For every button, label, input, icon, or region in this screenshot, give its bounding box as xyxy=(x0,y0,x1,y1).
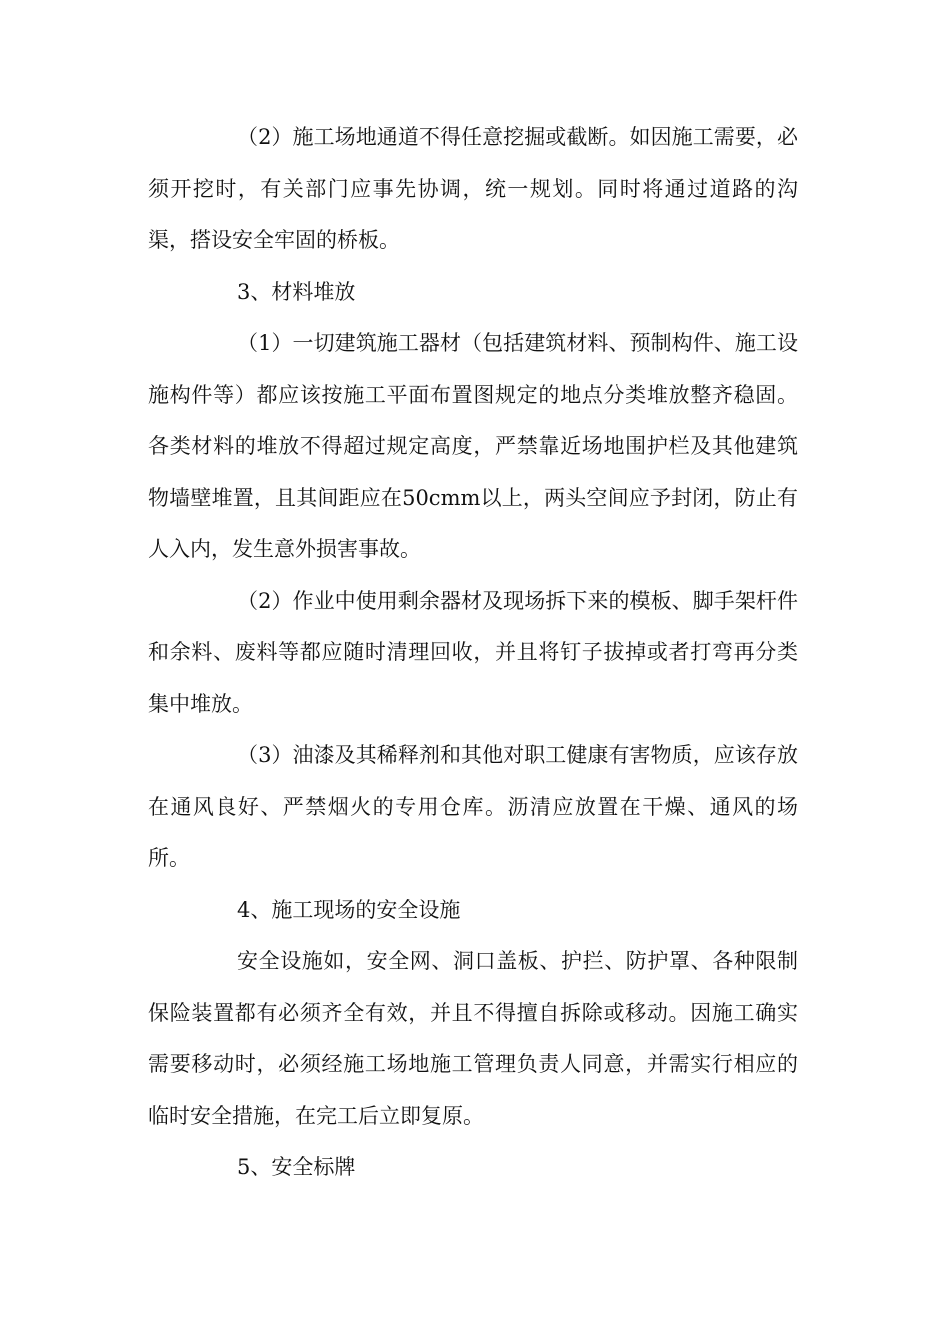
paragraph-material-storage: （1）一切建筑施工器材（包括建筑材料、预制构件、施工设施构件等）都应该按施工平面布置图规定的地点分类堆放整齐稳固。各类材料的堆放不得超过规定高度，严禁靠近场地围护栏及其他建筑物墙壁堆置，且其间距应在50cmm以上，两头空间应予封闭，防止有人入内，发生意外损害事故。 xyxy=(148,331,798,561)
section-heading-safety-signs: 5、安全标牌 xyxy=(237,1155,356,1179)
paragraph-safety-facilities: 安全设施如，安全网、洞口盖板、护拦、防护罩、各种限制保险装置都有必须齐全有效，并且不得擅自拆除或移动。因施工确实需要移动时，必须经施工场地施工管理负责人同意，并需实行相应的临时安全措施，在完工后立即复原。 xyxy=(148,949,798,1128)
document-body xyxy=(148,112,798,1194)
paragraph-hazardous-substances: （3）油漆及其稀释剂和其他对职工健康有害物质，应该存放在通风良好、严禁烟火的专用仓库。沥清应放置在干燥、通风的场所。 xyxy=(148,743,798,870)
paragraph-road-excavation: （2）施工场地通道不得任意挖掘或截断。如因施工需要，必须开挖时，有关部门应事先协调，统一规划。同时将通过道路的沟渠，搭设安全牢固的桥板。 xyxy=(148,125,798,252)
section-heading-safety-facilities: 4、施工现场的安全设施 xyxy=(237,897,461,922)
paragraph-leftover-materials: （2）作业中使用剩余器材及现场拆下来的模板、脚手架杆件和余料、废料等都应随时清理回收，并且将钉子拔掉或者打弯再分类集中堆放。 xyxy=(148,588,798,716)
section-heading-material-stacking: 3、材料堆放 xyxy=(237,279,356,304)
